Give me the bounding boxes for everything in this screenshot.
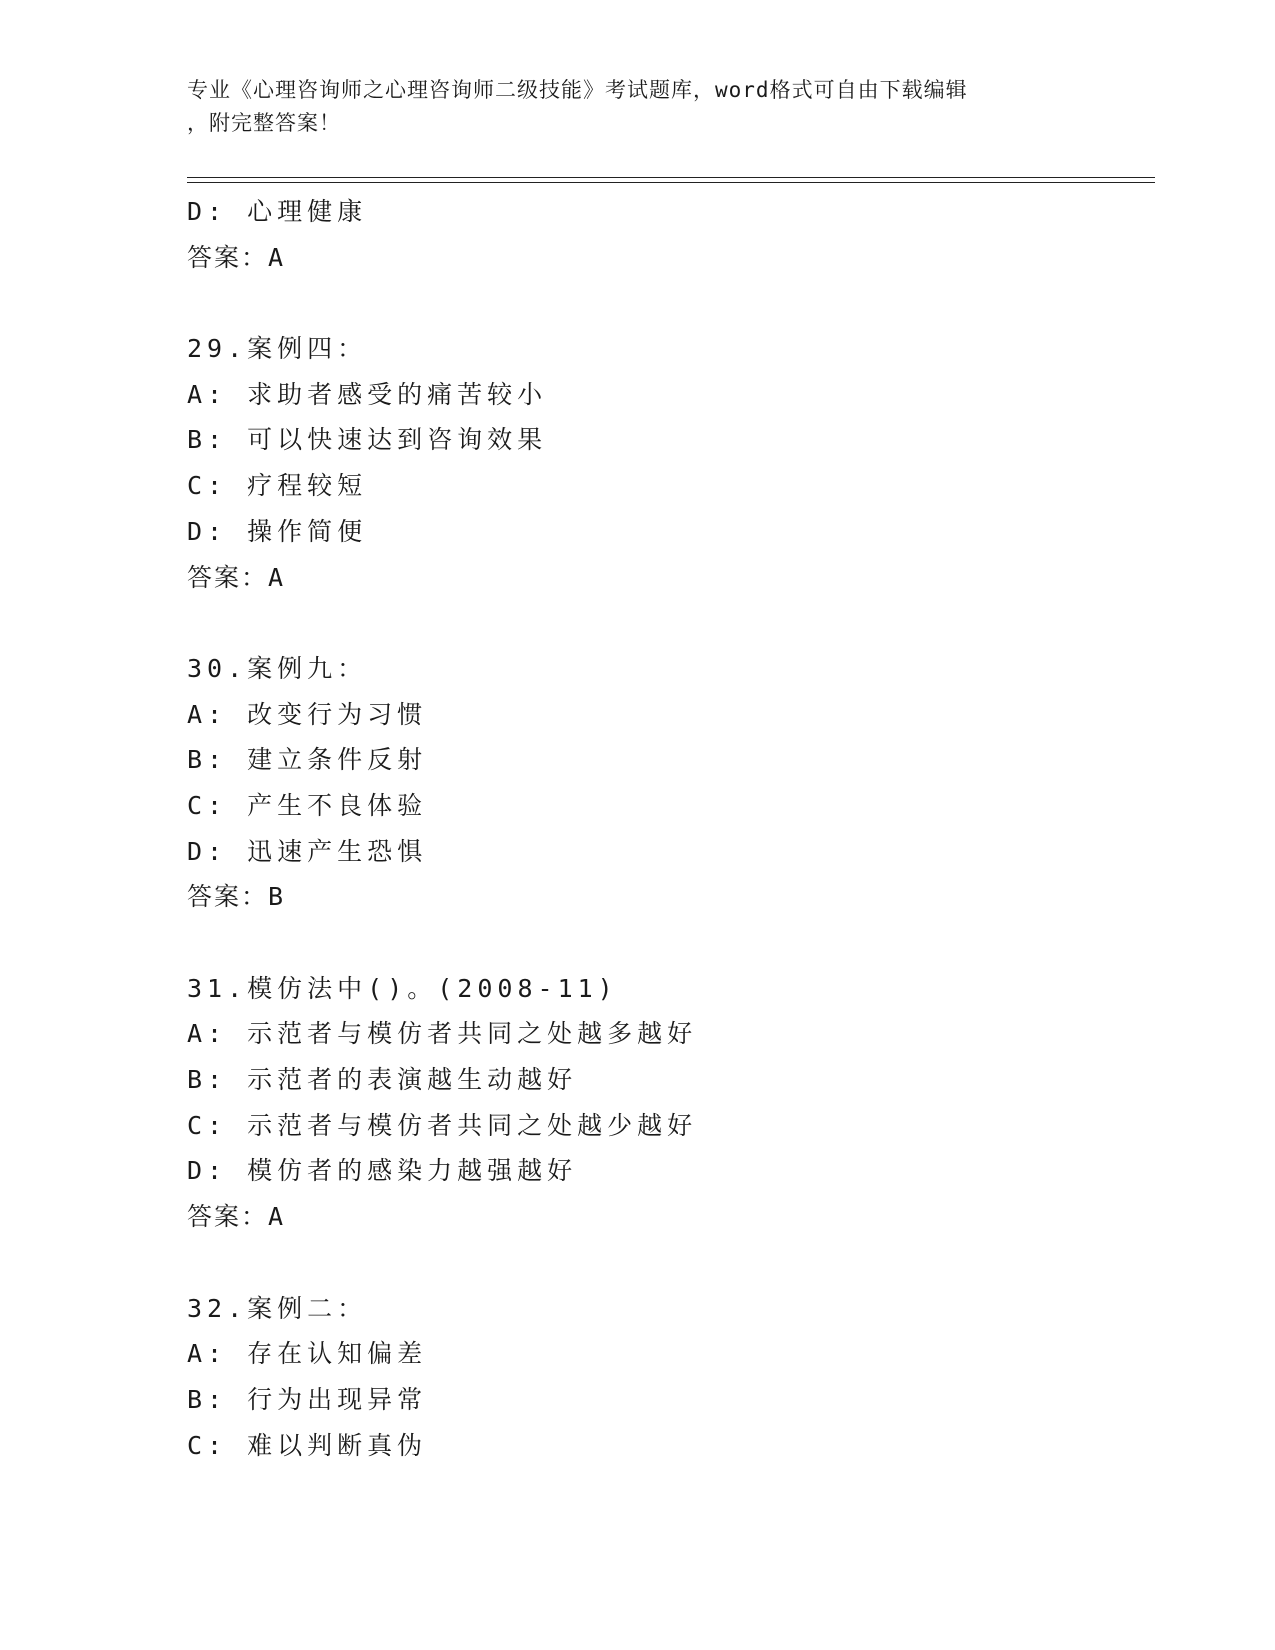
option-d: D: 心理健康	[187, 197, 368, 226]
option-a: A: 示范者与模仿者共同之处越多越好	[187, 1019, 698, 1049]
header-divider-bottom	[187, 182, 1155, 183]
option-c: C: 示范者与模仿者共同之处越少越好	[187, 1110, 698, 1140]
spacer	[187, 600, 1147, 646]
question-stem: 31.模仿法中()。(2008-11)	[187, 973, 618, 1003]
document-header	[187, 74, 1067, 140]
option-d: D: 操作简便	[187, 516, 368, 546]
header-subtitle: ，附完整答案！	[187, 111, 341, 135]
question-29	[187, 326, 1147, 600]
header-divider-top	[187, 177, 1155, 178]
header-title: 专业《心理咨询师之心理咨询师二级技能》考试题库，word格式可自由下载编辑	[187, 78, 968, 102]
question-30	[187, 646, 1147, 920]
answer: 答案：A	[187, 562, 286, 592]
option-b: B: 可以快速达到咨询效果	[187, 425, 548, 455]
answer: 答案：A	[187, 242, 286, 272]
spacer	[187, 280, 1147, 326]
option-b: B: 建立条件反射	[187, 745, 428, 775]
option-d: D: 模仿者的感染力越强越好	[187, 1156, 578, 1186]
question-31	[187, 966, 1147, 1240]
option-c: C: 难以判断真伪	[187, 1430, 428, 1460]
answer: 答案：A	[187, 1202, 286, 1232]
option-a: A: 改变行为习惯	[187, 699, 428, 729]
option-a: A: 求助者感受的痛苦较小	[187, 379, 548, 409]
question-32	[187, 1286, 1147, 1469]
question-stem: 30.案例九：	[187, 653, 368, 683]
option-a: A: 存在认知偏差	[187, 1339, 428, 1369]
answer: 答案：B	[187, 882, 286, 912]
question-list	[187, 189, 1147, 1468]
option-b: B: 行为出现异常	[187, 1384, 428, 1414]
option-c: C: 产生不良体验	[187, 790, 428, 820]
option-d: D: 迅速产生恐惧	[187, 836, 428, 866]
question-stem: 32.案例二：	[187, 1293, 368, 1323]
option-b: B: 示范者的表演越生动越好	[187, 1065, 578, 1095]
option-c: C: 疗程较短	[187, 471, 368, 501]
spacer	[187, 1240, 1147, 1286]
question-stem: 29.案例四：	[187, 334, 368, 364]
spacer	[187, 920, 1147, 966]
